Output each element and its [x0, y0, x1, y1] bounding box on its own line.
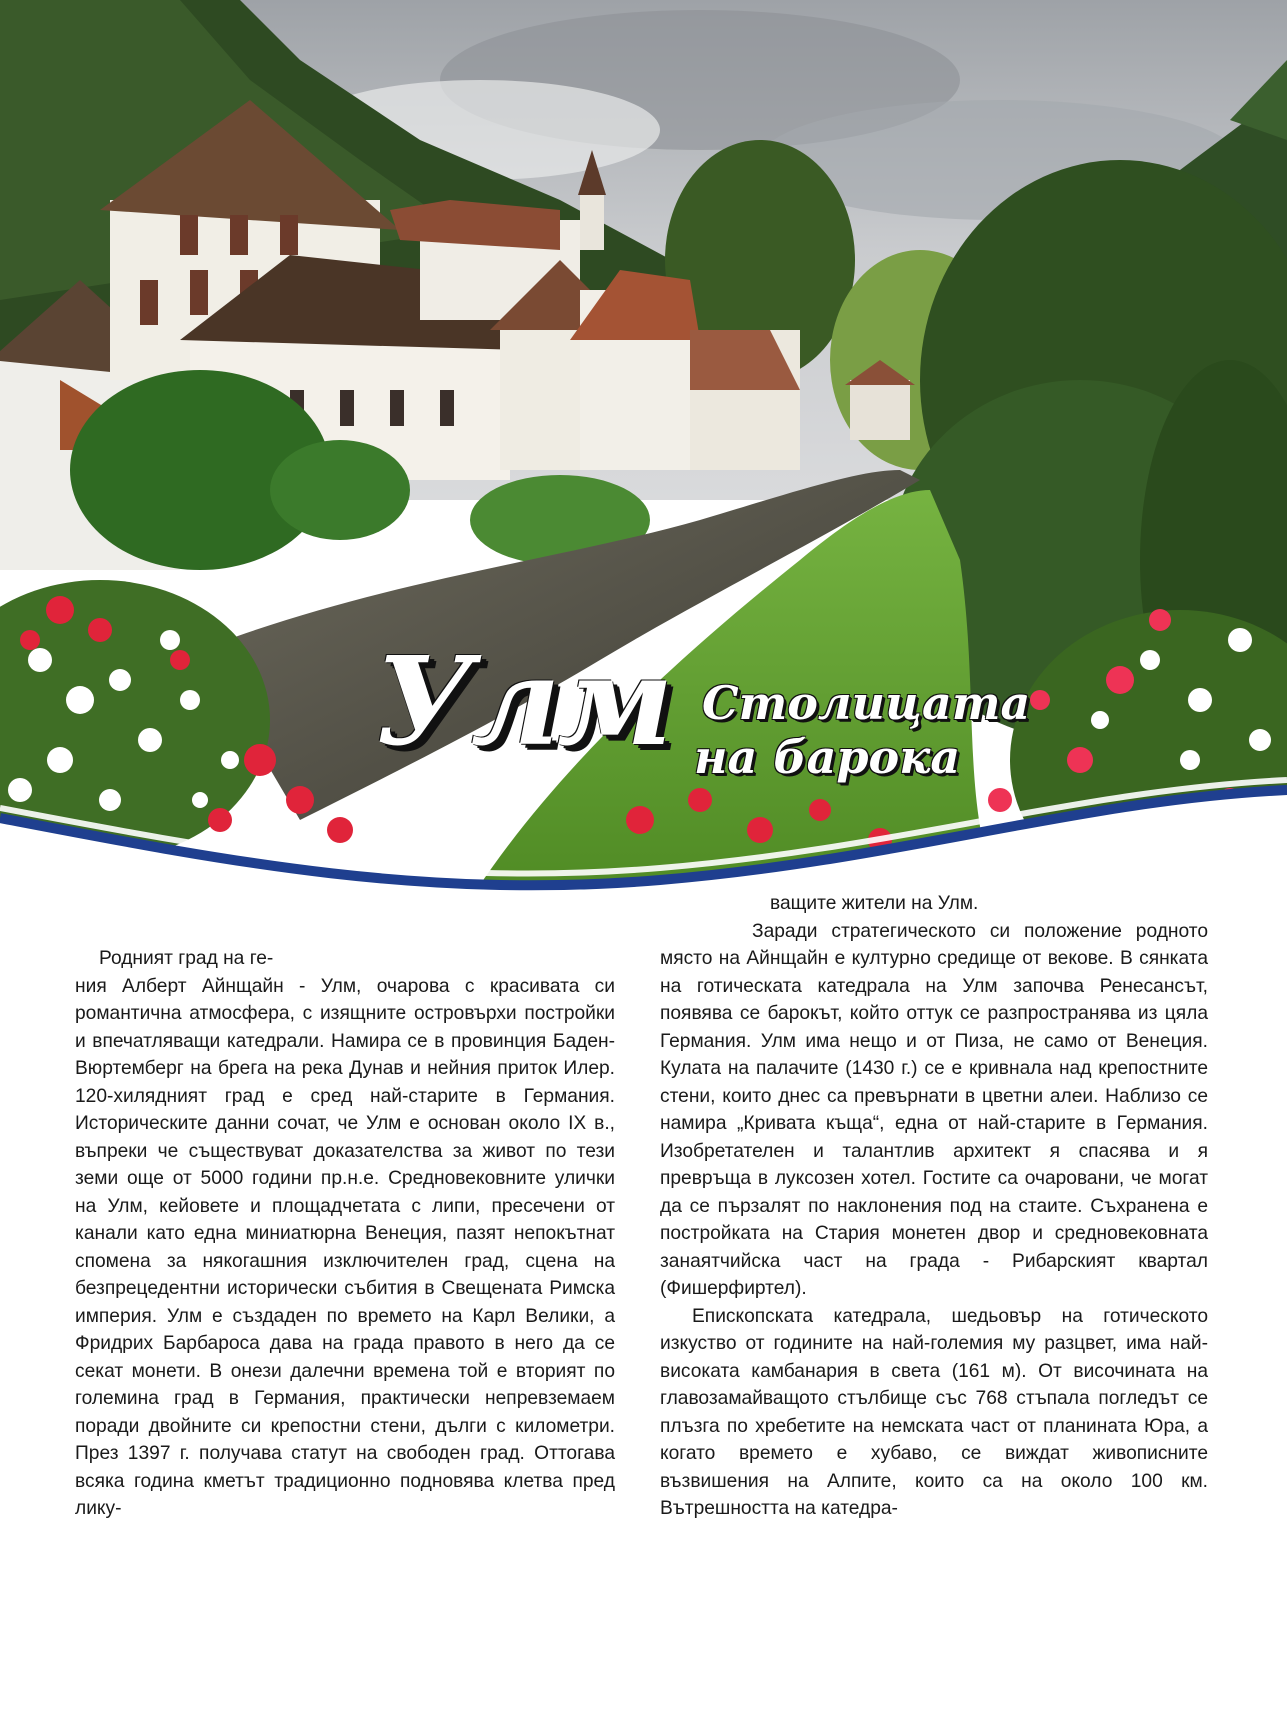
paragraph-3: Епископската катедрала, шедьовър на готическото изкуство от годините на най-големия му разцвет, има най-високата камбанария в света (161 м). От височината на главозамайващото стълбище със 768 стъпала погледът се плъзга по хребетите на немската част от планината Юра, а когато времето е хубаво, се виждат живописните възвишения на Алпите, които са на около 100 км. Вътрешността на катедра- [660, 1305, 1208, 1519]
article-subtitle-line2: на барока [694, 730, 961, 784]
paragraph-1-body: ния Алберт Айнщайн - Улм, очарова с красивата си романтична атмосфера, с изящните островърхи постройки и впечатляващи катедрали. Намира се в провинция Баден-Вюртемберг на брега на река Дунав и нейния приток Илер. 120-хилядният град е сред най-старите в Германия. Историческите данни сочат, че Улм е основан около IX в., въпреки че съществуват доказателства за живот по тези земи още от 5000 години пр.н.е. Средновековните улички на Улм, кейовете и площадчетата с липи, пресечени от канали като една миниатюрна Венеция, пазят непокътнат спомена за някогашния изключителен град, сцена на безпрецедентни исторически събития в Свещената Римска империя. Улм е създаден по времето на Карл Велики, а Фридрих Барбароса дава на града правото в него да се секат монети. В онези далечни времена той е вторият по големина град в Германия, практически непревземаем поради двойните си крепостни стени, дълги с километри. През 1397 г. получава статут на свободен град. Оттогава всяка година кметът традиционно подновява клетва пред лику- [75, 975, 615, 1519]
paragraph-2: Заради стратегическото си положение родното място на Айнщайн е културно средище от векове. В сянката на готическата катедрала на Улм започва Ренесансът, появява се барокът, който оттук се разпространява из цяла Германия. Улм има нещо и от Пиза, не само от Венеция. Кулата на палачите (1430 г.) се е кривнала над крепостните стени, които днес са превърнати в цветни алеи. Наблизо се намира „Кривата къща“, една от най-старите в Германия. Изобретателен и талантлив архитект я спасява и я превръща в луксозен хотел. Гостите са очаровани, че могат да се пързалят по наклонения под на стаите. Съхранена е постройката на Стария монетен двор и средновековната занаятчийска част на града - Рибарският квартал (Фишерфиртел). [660, 920, 1208, 1299]
paragraph-intro-line: Родният град на ге- [99, 948, 274, 969]
article-column-left [75, 945, 615, 1523]
paragraph-1-continuation: ващите жители на Улм. [770, 893, 979, 914]
article-title: Улм [375, 629, 671, 773]
article-subtitle-line1: Столицата [702, 676, 1031, 730]
article-column-right [660, 890, 1208, 1523]
